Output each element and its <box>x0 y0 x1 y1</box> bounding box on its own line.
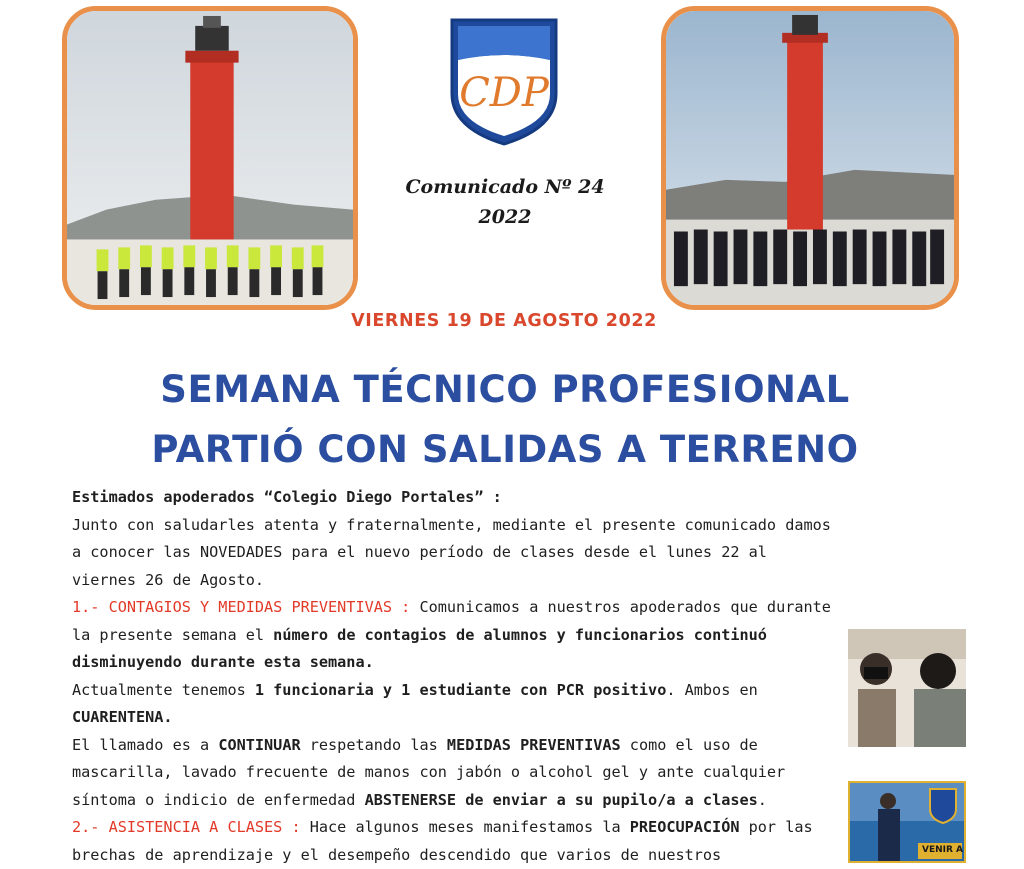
section-2-heading: 2.- ASISTENCIA A CLASES : <box>72 818 301 836</box>
intro-paragraph: Junto con saludarles atenta y fraternalmente, mediante el presente comunicado damos a conocer las NOVEDADES para el nuevo período de clases desde el lunes 22 al viernes 26 de Agosto. <box>72 515 831 589</box>
logo-letters: CDP <box>459 70 549 116</box>
school-logo <box>448 16 560 146</box>
greeting: Estimados apoderados “Colegio Diego Portales” : <box>72 488 502 506</box>
section-1-heading: 1.- CONTAGIOS Y MEDIDAS PREVENTIVAS : <box>72 598 411 616</box>
section-1-call: El llamado es a CONTINUAR respetando las MEDIDAS PREVENTIVAS como el uso de mascarilla, lavado frecuente de manos con jabón o alcohol gel y ante cualquier síntoma o indicio de enfermedad ABSTENERSE de enviar a su pupilo/a a clases. <box>72 735 786 809</box>
section-1-cases: Actualmente tenemos 1 funcionaria y 1 estudiante con PCR positivo. Ambos en CUARENTENA. <box>72 680 758 726</box>
lighthouse-photo-right <box>661 6 959 310</box>
date-line: VIERNES 19 DE AGOSTO 2022 <box>351 311 657 331</box>
section-1-paragraph: 1.- CONTAGIOS Y MEDIDAS PREVENTIVAS : Comunicamos a nuestros apoderados que durante la presente semana el número de contagios de alumnos y funcionarios continuó disminuyendo durante esta semana. <box>72 598 831 671</box>
lighthouse-photo-left <box>62 6 358 310</box>
poster-text: VENIR A <box>922 845 964 855</box>
body-text <box>72 484 832 869</box>
mask-photo <box>848 629 966 747</box>
comunicado-heading <box>370 172 640 232</box>
poster-photo <box>848 781 966 863</box>
main-title <box>60 360 950 480</box>
title-line-2: PARTIÓ CON SALIDAS A TERRENO <box>151 428 859 471</box>
comunicado-number: Comunicado Nº 24 <box>405 176 605 198</box>
comunicado-year: 2022 <box>478 206 532 228</box>
title-line-1: SEMANA TÉCNICO PROFESIONAL <box>160 368 850 411</box>
section-2-paragraph: 2.- ASISTENCIA A CLASES : Hace algunos meses manifestamos la PREOCUPACIÓN por las brechas de aprendizaje y el desempeño descendido que varios de nuestros <box>72 818 813 864</box>
